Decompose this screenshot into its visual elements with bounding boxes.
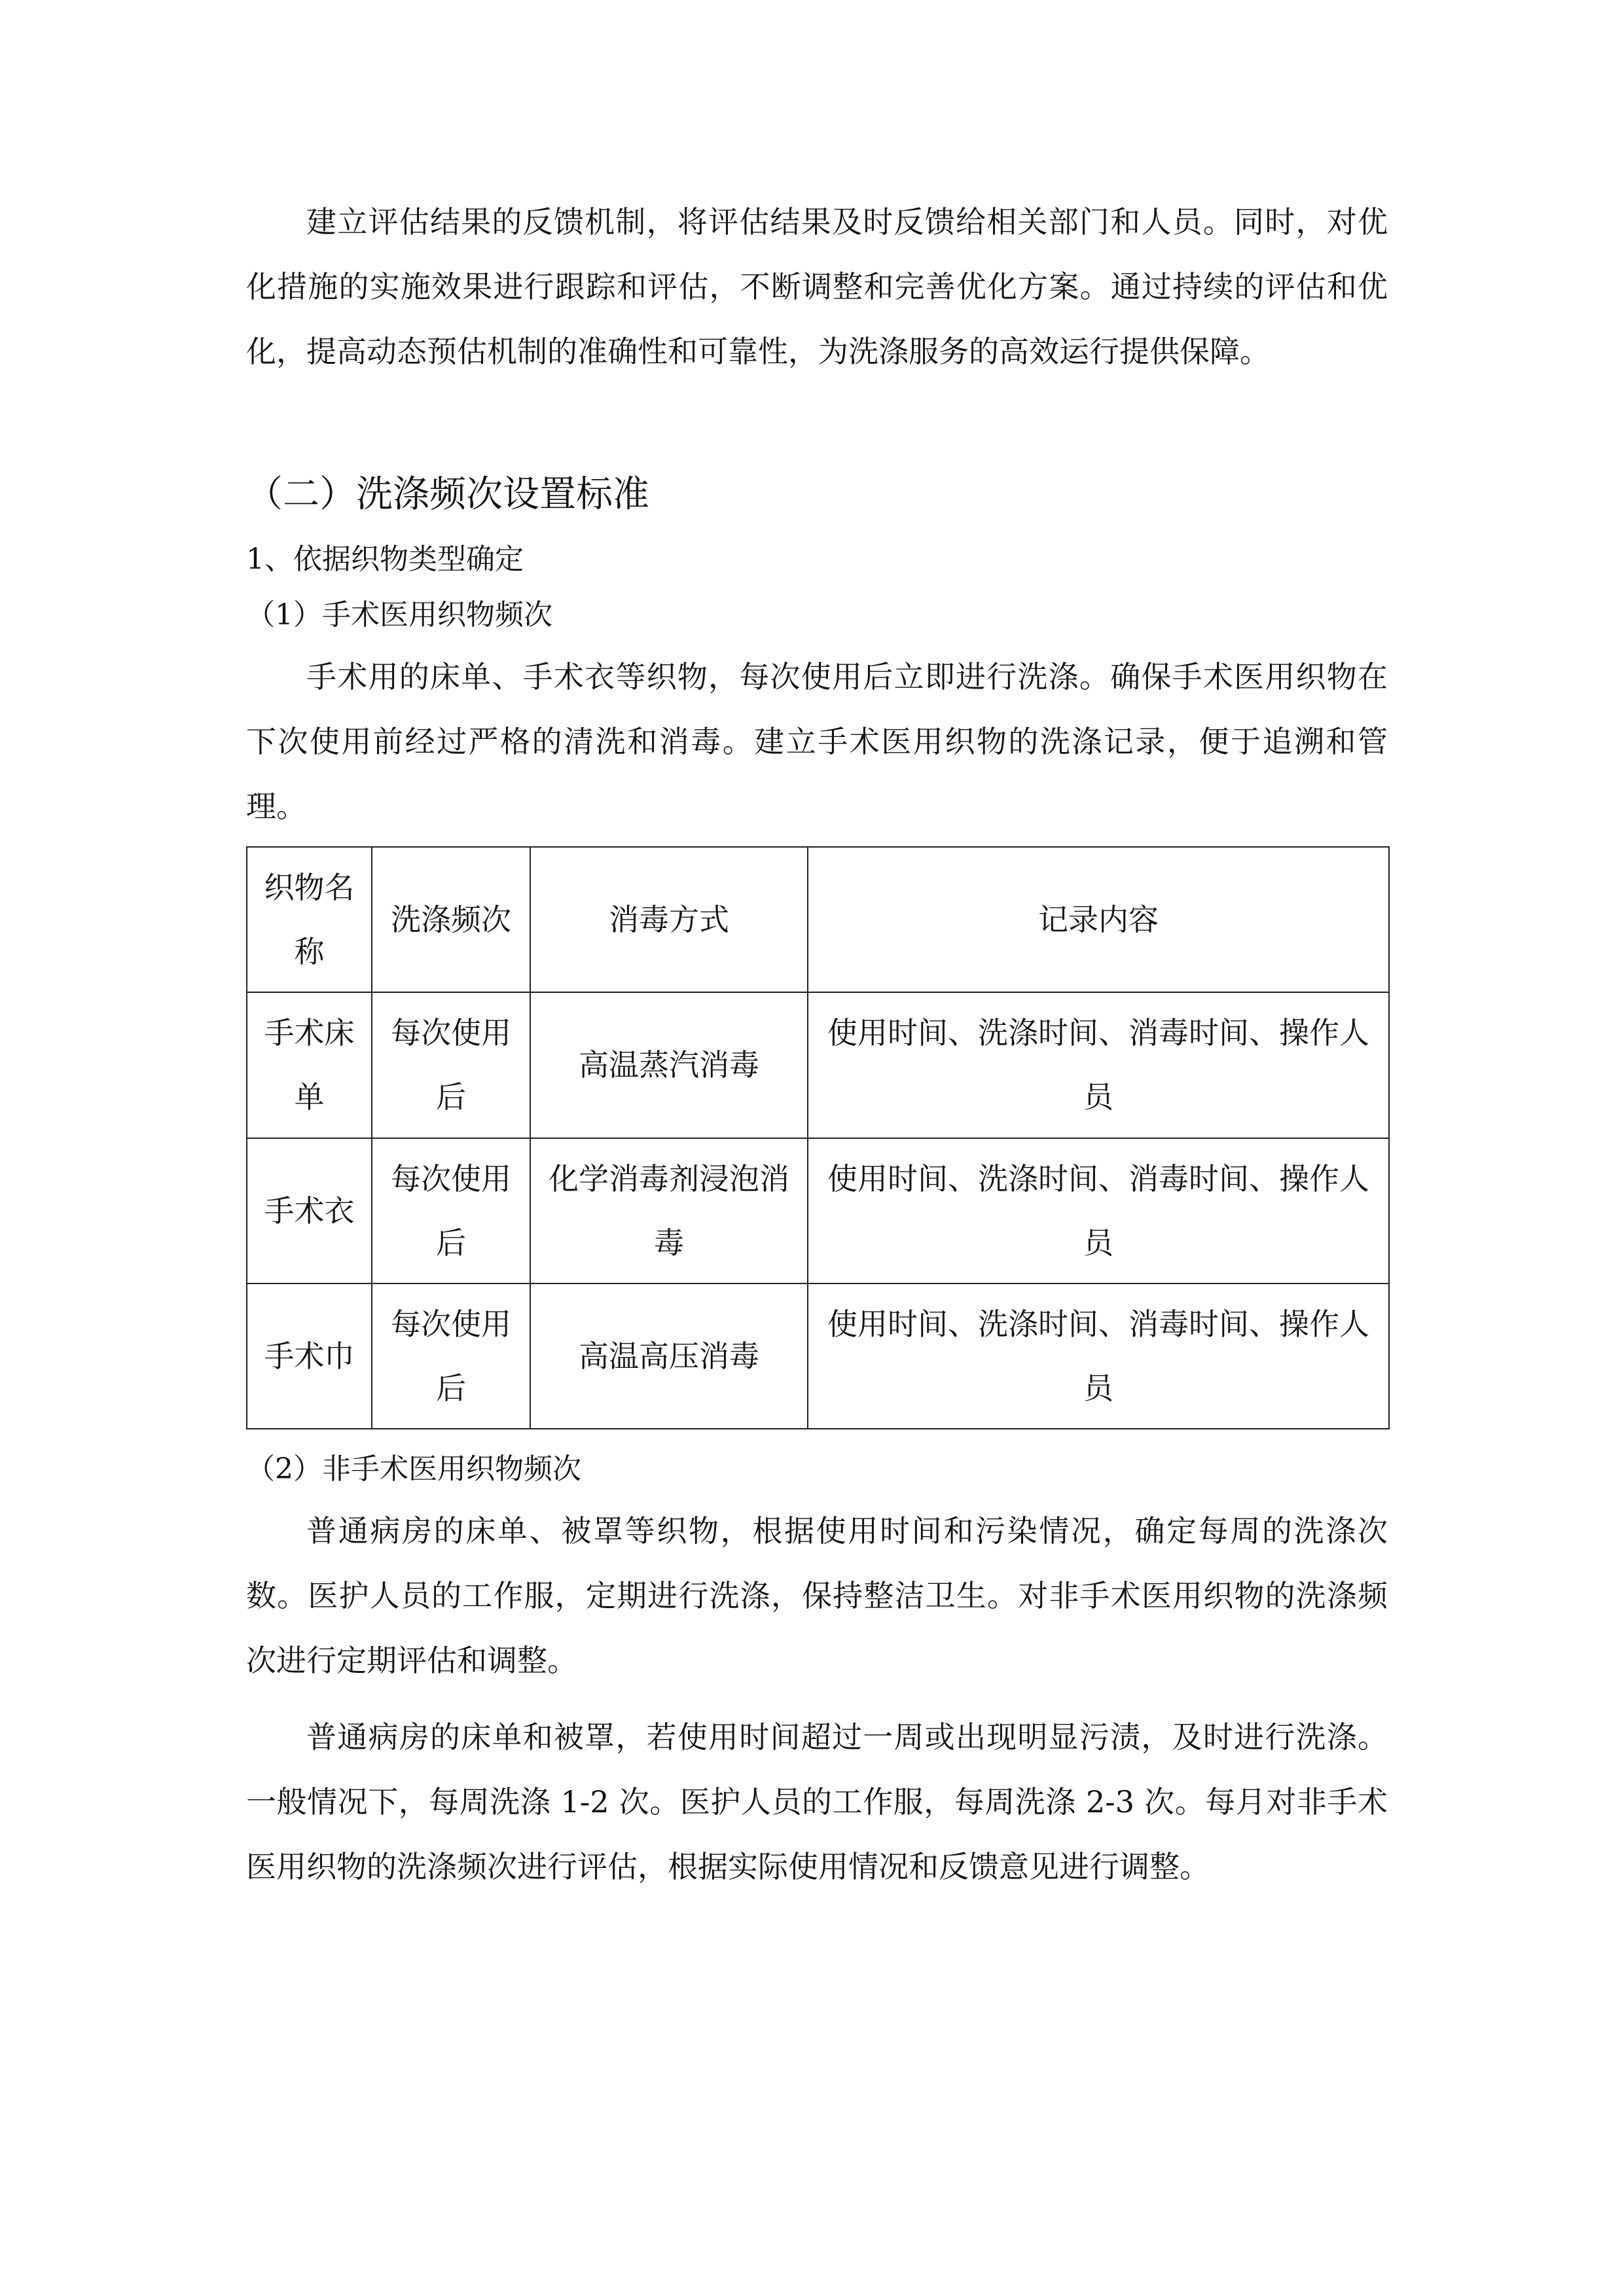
table-cell: 使用时间、洗涤时间、消毒时间、操作人员 xyxy=(808,992,1389,1138)
table-cell: 手术巾 xyxy=(247,1283,372,1429)
item-2-paragraph-2: 普通病房的床单和被罩，若使用时间超过一周或出现明显污渍，及时进行洗涤。一般情况下，每周洗涤 1-2 次。医护人员的工作服，每周洗涤 2-3 次。每月对非手术医用织物的洗涤频次进行评估，根据实际使用情况和反馈意见进行调整。 xyxy=(246,1719,1388,1884)
table-row xyxy=(247,1138,1389,1283)
item-1-title: （1）手术医用织物频次 xyxy=(246,598,552,632)
table-row xyxy=(247,1283,1389,1429)
table-cell: 手术衣 xyxy=(247,1138,372,1283)
header-cell: 洗涤频次 xyxy=(372,847,530,992)
header-cell: 织物名称 xyxy=(247,847,372,992)
table-cell: 使用时间、洗涤时间、消毒时间、操作人员 xyxy=(808,1138,1389,1283)
table-cell: 使用时间、洗涤时间、消毒时间、操作人员 xyxy=(808,1283,1389,1429)
table-cell: 每次使用后 xyxy=(372,1138,530,1283)
table-row xyxy=(247,992,1389,1138)
table-cell: 高温高压消毒 xyxy=(530,1283,808,1429)
table-cell: 化学消毒剂浸泡消毒 xyxy=(530,1138,808,1283)
header-cell: 消毒方式 xyxy=(530,847,808,992)
laundry-frequency-table xyxy=(246,846,1390,1429)
header-cell: 记录内容 xyxy=(808,847,1389,992)
table-cell: 手术床单 xyxy=(247,992,372,1138)
item-2-title: （2）非手术医用织物频次 xyxy=(246,1452,581,1486)
table-cell: 高温蒸汽消毒 xyxy=(530,992,808,1138)
section-heading: （二）洗涤频次设置标准 xyxy=(246,473,649,516)
table-cell: 每次使用后 xyxy=(372,992,530,1138)
table-header-row xyxy=(247,847,1389,992)
intro-paragraph: 建立评估结果的反馈机制，将评估结果及时反馈给相关部门和人员。同时，对优化措施的实施效果进行跟踪和评估，不断调整和完善优化方案。通过持续的评估和优化，提高动态预估机制的准确性和可靠性，为洗涤服务的高效运行提供保障。 xyxy=(246,204,1388,369)
subsection-title: 1、依据织物类型确定 xyxy=(246,543,524,576)
item-1-paragraph: 手术用的床单、手术衣等织物，每次使用后立即进行洗涤。确保手术医用织物在下次使用前经过严格的清洗和消毒。建立手术医用织物的洗涤记录，便于追溯和管理。 xyxy=(246,659,1388,824)
table-cell: 每次使用后 xyxy=(372,1283,530,1429)
item-2-paragraph-1: 普通病房的床单、被罩等织物，根据使用时间和污染情况，确定每周的洗涤次数。医护人员的工作服，定期进行洗涤，保持整洁卫生。对非手术医用织物的洗涤频次进行定期评估和调整。 xyxy=(246,1513,1388,1678)
